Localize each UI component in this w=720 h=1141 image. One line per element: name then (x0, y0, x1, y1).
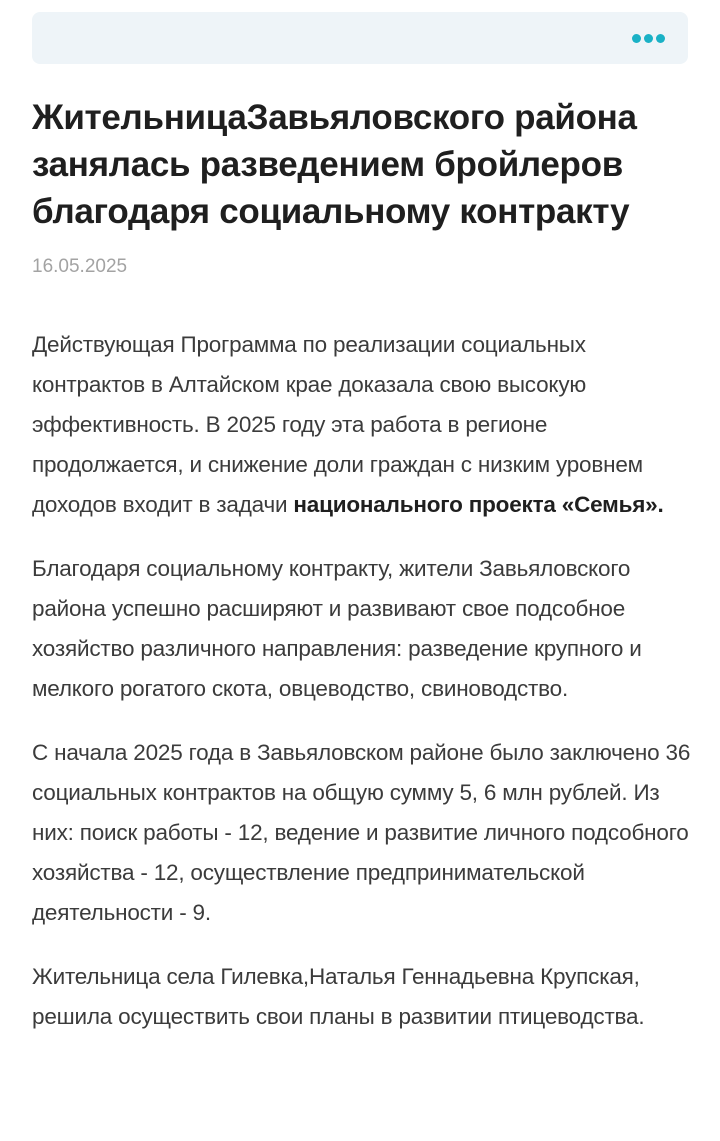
more-button[interactable] (628, 29, 668, 47)
more-dot-icon (656, 34, 665, 43)
more-dot-icon (644, 34, 653, 43)
article-paragraph: Благодаря социальному контракту, жители Завьяловского района успешно расширяют и развивают свое подсобное хозяйство различного направления: разведение крупного и мелкого рогатого скота, овцеводство, свиноводство. (32, 556, 642, 701)
article-body (32, 325, 694, 1061)
more-dot-icon (632, 34, 641, 43)
article-paragraph: С начала 2025 года в Завьяловском районе было заключено 36 социальных контрактов на общую сумму 5, 6 млн рублей. Из них: поиск работы - 12, ведение и развитие личного подсобного хозяйства - 12, осуществление предпринимательской деятельности - 9. (32, 740, 691, 925)
paragraph-text: Действующая Программа по реализации социальных контрактов в Алтайском крае доказала свою высокую эффективность. В 2025 году эта работа в регионе продолжается, и снижение доли граждан с низким уровнем доходов входит в задачи (32, 332, 643, 517)
national-project-link-text: национального проекта «Семья». (293, 492, 664, 517)
article-date: 16.05.2025 (32, 256, 128, 277)
top-bar (32, 12, 688, 64)
article-title: ЖительницаЗавьяловского района занялась разведением бройлеров благодаря социальному контракту (32, 98, 637, 231)
article-paragraph: Жительница села Гилевка,Наталья Геннадьевна Крупская, решила осуществить свои планы в развитии птицеводства. (32, 964, 645, 1029)
article-paragraph (32, 325, 694, 525)
